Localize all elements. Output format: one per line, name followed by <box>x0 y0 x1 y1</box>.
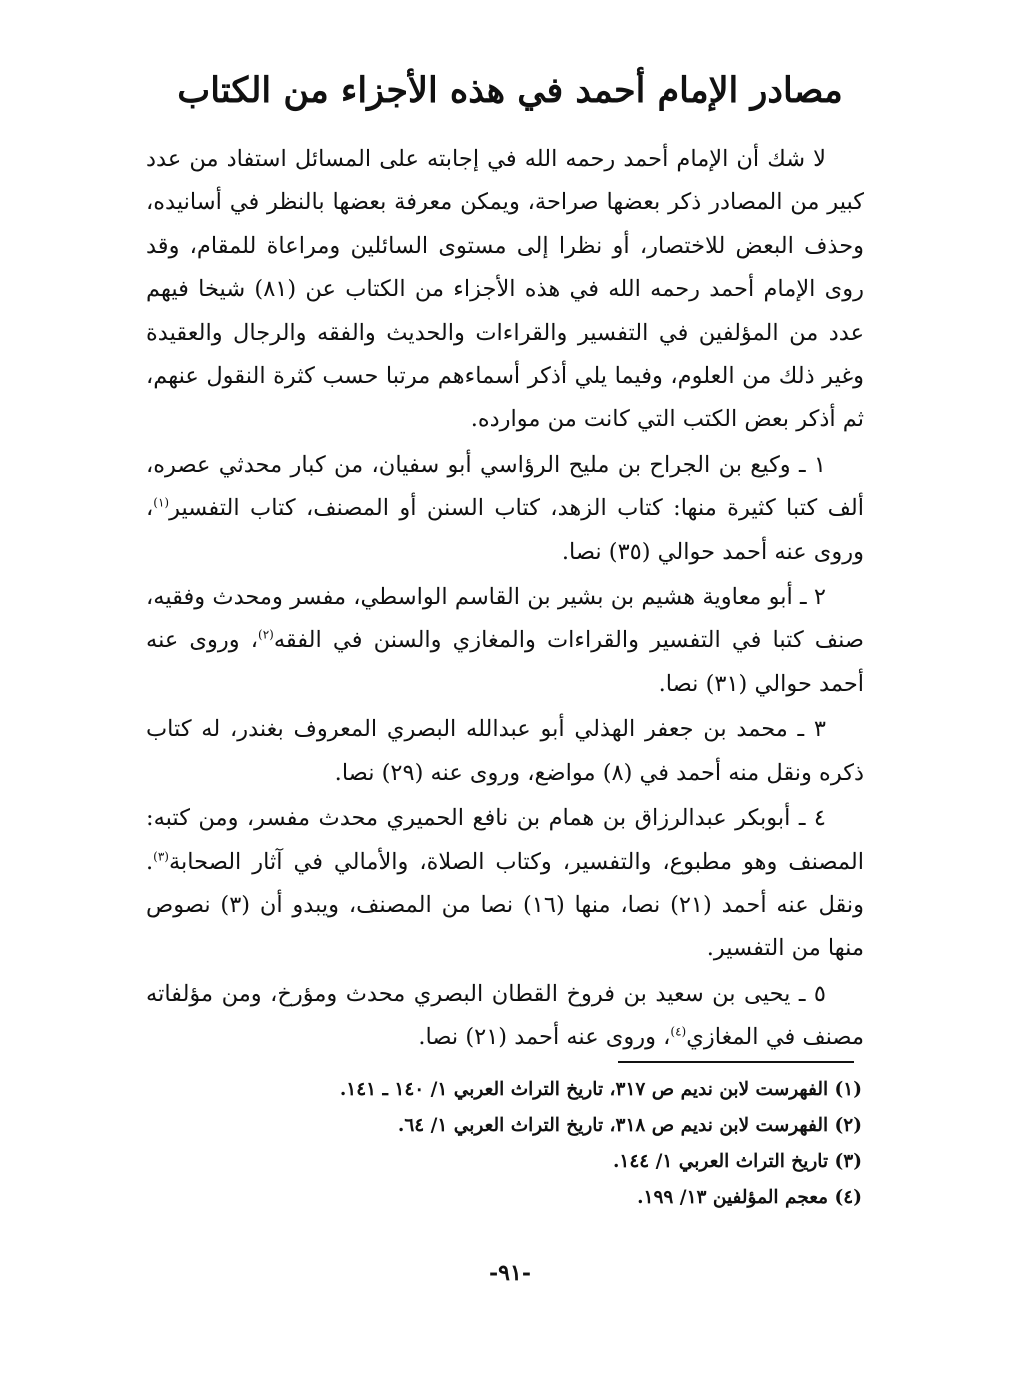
entry-text: ٤ ـ أبوبكر عبدالرزاق بن همام بن نافع الحميري محدث مفسر، ومن كتبه: المصنف وهو مطبوع، والتفسير، وكتاب الصلاة، والأمالي في آثار الصحابة <box>146 805 864 875</box>
entry-text: ، وروى عنه أحمد حوالي (٣١) نصا. <box>146 627 864 697</box>
entry-paragraph-5 <box>146 973 864 1060</box>
page-title: مصادر الإمام أحمد في هذه الأجزاء من الكتاب <box>177 70 843 111</box>
entry-paragraph-4 <box>146 797 864 971</box>
footnote-marker: (٢) <box>258 627 274 642</box>
entry-paragraph-3 <box>146 708 864 795</box>
footnote-marker: (٤) <box>670 1024 687 1039</box>
entry-text: ٥ ـ يحيى بن سعيد بن فروخ القطان البصري محدث ومؤرخ، ومن مؤلفاته مصنف في المغازي <box>146 980 864 1051</box>
footnote-separator <box>618 1061 854 1063</box>
page-number: -٩١- <box>489 1260 531 1286</box>
footnote-marker: (٣) <box>153 849 169 863</box>
footnote-2: (٢) الفهرست لابن نديم ص ٣١٨، تاريخ التراث العربي ١/ ٦٤. <box>397 1115 862 1136</box>
footnote-marker: (١) <box>153 495 170 510</box>
footnote-4: (٤) معجم المؤلفين ١٣/ ١٩٩. <box>637 1187 862 1208</box>
entry-text: ٢ ـ أبو معاوية هشيم بن بشير بن القاسم الواسطي، مفسر ومحدث وفقيه، صنف كتبا في التفسير والقراءات والمغازي والسنن في الفقه <box>146 584 864 654</box>
entry-text: ١ ـ وكيع بن الجراح بن مليح الرؤاسي أبو سفيان، من كبار محدثي عصره، ألف كتبا كثيرة منها: كتاب الزهد، كتاب السنن أو المصنف، كتاب التفسير <box>146 451 864 522</box>
footnote-1: (١) الفهرست لابن نديم ص ٣١٧، تاريخ التراث العربي ١/ ١٤٠ ـ ١٤١. <box>339 1079 862 1100</box>
entry-paragraph-2 <box>146 576 864 706</box>
footnotes <box>150 1072 862 1216</box>
entry-paragraph-1 <box>146 444 864 574</box>
entry-text: . ونقل عنه أحمد (٢١) نصا، منها (١٦) نصا من المصنف، ويبدو أن (٣) نصوص منها من التفسير. <box>146 848 864 962</box>
entry-text: ، وروى عنه أحمد (٢١) نصا. <box>418 1024 671 1051</box>
main-text <box>146 138 864 1062</box>
entry-text: ، وروى عنه أحمد حوالي (٣٥) نصا. <box>146 495 864 565</box>
entry-text: ٣ ـ محمد بن جعفر الهذلي أبو عبدالله البصري المعروف بغندر، له كتاب ذكره ونقل منه أحمد في (٨) مواضع، وروى عنه (٢٩) نصا. <box>146 716 864 786</box>
footnote-3: (٣) تاريخ التراث العربي ١/ ١٤٤. <box>612 1151 862 1172</box>
intro-paragraph: لا شك أن الإمام أحمد رحمه الله في إجابته على المسائل استفاد من عدد كبير من المصادر ذكر بعضها صراحة، ويمكن معرفة بعضها بالنظر في أسانيده، وحذف البعض للاختصار، أو نظرا إلى مستوى السائلين ومراعاة للمقام، وقد روى الإمام أحمد رحمه الله في هذه الأجزاء من الكتاب عن (٨١) شيخا فيهم عدد من المؤلفين في التفسير والقراءات والحديث والفقه والرجال والعقيدة وغير ذلك من العلوم، وفيما يلي أذكر أسماءهم مرتبا حسب كثرة النقول عنهم، ثم أذكر بعض الكتب التي كانت من موارده. <box>146 146 864 433</box>
